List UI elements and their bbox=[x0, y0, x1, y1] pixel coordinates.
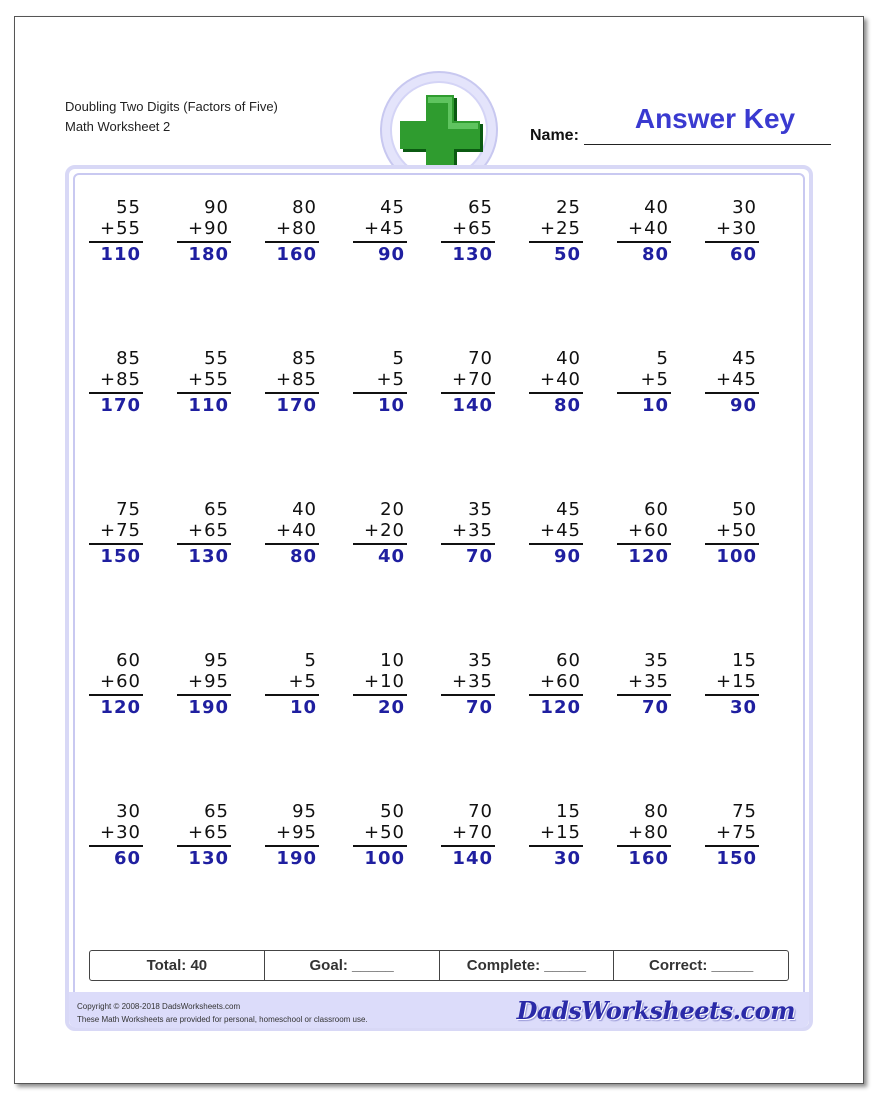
answer: 20 bbox=[377, 697, 405, 718]
answer: 70 bbox=[465, 546, 493, 567]
problem bbox=[609, 801, 669, 871]
footer bbox=[69, 992, 809, 1028]
addend-bottom: +35 bbox=[452, 671, 493, 692]
addend-top: 75 bbox=[732, 801, 757, 822]
addend-bottom: +60 bbox=[100, 671, 141, 692]
problem bbox=[81, 348, 141, 418]
addend-bottom: +10 bbox=[364, 671, 405, 692]
addend-top: 20 bbox=[380, 499, 405, 520]
score-goal: Goal: _____ bbox=[265, 951, 440, 980]
addend-top: 15 bbox=[556, 801, 581, 822]
problem bbox=[345, 499, 405, 569]
answer: 150 bbox=[716, 848, 757, 869]
problem bbox=[169, 348, 229, 418]
answer: 110 bbox=[188, 395, 229, 416]
addend-bottom: +30 bbox=[100, 822, 141, 843]
addend-bottom: +15 bbox=[716, 671, 757, 692]
addend-top: 40 bbox=[556, 348, 581, 369]
addend-bottom: +95 bbox=[276, 822, 317, 843]
name-label: Name: bbox=[530, 127, 579, 144]
title-block bbox=[65, 97, 278, 137]
addend-bottom: +70 bbox=[452, 369, 493, 390]
problem bbox=[433, 499, 493, 569]
problem bbox=[169, 801, 229, 871]
answer: 70 bbox=[641, 697, 669, 718]
answer: 80 bbox=[553, 395, 581, 416]
addend-top: 35 bbox=[468, 650, 493, 671]
problem bbox=[81, 650, 141, 720]
problem bbox=[345, 801, 405, 871]
addend-bottom: +55 bbox=[100, 218, 141, 239]
problem bbox=[345, 197, 405, 267]
addend-top: 40 bbox=[292, 499, 317, 520]
addend-bottom: +65 bbox=[188, 822, 229, 843]
problem bbox=[521, 348, 581, 418]
answer: 90 bbox=[377, 244, 405, 265]
addend-top: 50 bbox=[732, 499, 757, 520]
answer: 10 bbox=[377, 395, 405, 416]
addend-bottom: +65 bbox=[188, 520, 229, 541]
answer: 80 bbox=[289, 546, 317, 567]
problem bbox=[257, 348, 317, 418]
problem bbox=[81, 197, 141, 267]
addend-top: 60 bbox=[116, 650, 141, 671]
problem bbox=[169, 197, 229, 267]
addend-bottom: +20 bbox=[364, 520, 405, 541]
addend-top: 65 bbox=[204, 801, 229, 822]
addend-top: 45 bbox=[556, 499, 581, 520]
answer: 130 bbox=[188, 848, 229, 869]
addend-top: 85 bbox=[116, 348, 141, 369]
addend-bottom: +45 bbox=[364, 218, 405, 239]
addend-bottom: +50 bbox=[364, 822, 405, 843]
problem bbox=[521, 197, 581, 267]
answer: 160 bbox=[276, 244, 317, 265]
addend-top: 25 bbox=[556, 197, 581, 218]
answer: 170 bbox=[100, 395, 141, 416]
addend-bottom: +35 bbox=[452, 520, 493, 541]
worksheet-title: Doubling Two Digits (Factors of Five) bbox=[65, 99, 278, 114]
addend-bottom: +5 bbox=[640, 369, 669, 390]
problem bbox=[609, 499, 669, 569]
problem bbox=[257, 801, 317, 871]
addend-bottom: +90 bbox=[188, 218, 229, 239]
problem bbox=[433, 650, 493, 720]
addend-bottom: +75 bbox=[100, 520, 141, 541]
answer: 100 bbox=[364, 848, 405, 869]
answer: 180 bbox=[188, 244, 229, 265]
problem bbox=[521, 650, 581, 720]
addend-top: 65 bbox=[468, 197, 493, 218]
addend-top: 5 bbox=[656, 348, 669, 369]
addend-bottom: +80 bbox=[276, 218, 317, 239]
addend-top: 80 bbox=[644, 801, 669, 822]
addend-top: 70 bbox=[468, 801, 493, 822]
addend-bottom: +35 bbox=[628, 671, 669, 692]
addend-bottom: +85 bbox=[276, 369, 317, 390]
problem bbox=[697, 499, 757, 569]
answer: 10 bbox=[289, 697, 317, 718]
addend-bottom: +60 bbox=[540, 671, 581, 692]
answer: 190 bbox=[276, 848, 317, 869]
addend-bottom: +40 bbox=[540, 369, 581, 390]
usage-notice: These Math Worksheets are provided for personal, homeschool or classroom use. bbox=[77, 1015, 368, 1024]
answer: 100 bbox=[716, 546, 757, 567]
addend-top: 95 bbox=[204, 650, 229, 671]
answer: 60 bbox=[729, 244, 757, 265]
addend-top: 40 bbox=[644, 197, 669, 218]
worksheet-subtitle: Math Worksheet 2 bbox=[65, 119, 171, 134]
answer: 90 bbox=[729, 395, 757, 416]
answer: 30 bbox=[729, 697, 757, 718]
problem bbox=[81, 499, 141, 569]
answer: 90 bbox=[553, 546, 581, 567]
addend-bottom: +80 bbox=[628, 822, 669, 843]
addend-bottom: +5 bbox=[376, 369, 405, 390]
problem bbox=[169, 499, 229, 569]
problem bbox=[609, 650, 669, 720]
answer: 140 bbox=[452, 395, 493, 416]
answer: 50 bbox=[553, 244, 581, 265]
addend-bottom: +25 bbox=[540, 218, 581, 239]
problem bbox=[257, 499, 317, 569]
problem bbox=[697, 801, 757, 871]
answer-key-label: Answer Key bbox=[634, 103, 796, 134]
addend-top: 30 bbox=[116, 801, 141, 822]
answer: 10 bbox=[641, 395, 669, 416]
problem bbox=[433, 197, 493, 267]
problem bbox=[697, 348, 757, 418]
answer: 120 bbox=[628, 546, 669, 567]
answer: 80 bbox=[641, 244, 669, 265]
addend-top: 55 bbox=[116, 197, 141, 218]
addend-top: 5 bbox=[392, 348, 405, 369]
addend-bottom: +65 bbox=[452, 218, 493, 239]
addend-top: 85 bbox=[292, 348, 317, 369]
answer: 120 bbox=[540, 697, 581, 718]
addend-top: 70 bbox=[468, 348, 493, 369]
addend-bottom: +85 bbox=[100, 369, 141, 390]
problem bbox=[169, 650, 229, 720]
addend-bottom: +50 bbox=[716, 520, 757, 541]
answer: 130 bbox=[452, 244, 493, 265]
answer: 120 bbox=[100, 697, 141, 718]
addend-top: 65 bbox=[204, 499, 229, 520]
problem bbox=[697, 197, 757, 267]
addend-top: 50 bbox=[380, 801, 405, 822]
addend-bottom: +60 bbox=[628, 520, 669, 541]
addend-bottom: +40 bbox=[276, 520, 317, 541]
answer: 150 bbox=[100, 546, 141, 567]
problem bbox=[257, 650, 317, 720]
answer: 190 bbox=[188, 697, 229, 718]
addend-top: 45 bbox=[380, 197, 405, 218]
addend-top: 5 bbox=[304, 650, 317, 671]
problem bbox=[697, 650, 757, 720]
answer: 110 bbox=[100, 244, 141, 265]
answer: 170 bbox=[276, 395, 317, 416]
name-line[interactable] bbox=[584, 144, 831, 145]
addend-top: 10 bbox=[380, 650, 405, 671]
score-bar bbox=[89, 950, 789, 981]
addend-top: 35 bbox=[644, 650, 669, 671]
addend-bottom: +55 bbox=[188, 369, 229, 390]
problem bbox=[433, 801, 493, 871]
addend-top: 75 bbox=[116, 499, 141, 520]
answer: 70 bbox=[465, 697, 493, 718]
addend-bottom: +75 bbox=[716, 822, 757, 843]
addend-bottom: +70 bbox=[452, 822, 493, 843]
problem bbox=[257, 197, 317, 267]
problem bbox=[345, 348, 405, 418]
answer: 140 bbox=[452, 848, 493, 869]
answer: 60 bbox=[113, 848, 141, 869]
score-correct: Correct: _____ bbox=[649, 957, 754, 974]
score-complete: Complete: _____ bbox=[440, 951, 615, 980]
addend-bottom: +95 bbox=[188, 671, 229, 692]
addend-top: 15 bbox=[732, 650, 757, 671]
addend-bottom: +15 bbox=[540, 822, 581, 843]
problem bbox=[521, 499, 581, 569]
answer: 160 bbox=[628, 848, 669, 869]
addend-bottom: +45 bbox=[540, 520, 581, 541]
answer: 40 bbox=[377, 546, 405, 567]
score-total: Total: 40 bbox=[90, 951, 265, 980]
addend-top: 60 bbox=[556, 650, 581, 671]
addend-bottom: +5 bbox=[288, 671, 317, 692]
name-block bbox=[530, 103, 835, 147]
addend-top: 90 bbox=[204, 197, 229, 218]
addend-bottom: +30 bbox=[716, 218, 757, 239]
problem bbox=[609, 348, 669, 418]
copyright-text bbox=[77, 1000, 368, 1026]
addend-top: 95 bbox=[292, 801, 317, 822]
addend-top: 80 bbox=[292, 197, 317, 218]
addend-top: 35 bbox=[468, 499, 493, 520]
addend-bottom: +45 bbox=[716, 369, 757, 390]
addend-bottom: +40 bbox=[628, 218, 669, 239]
worksheet-page bbox=[14, 16, 864, 1084]
addend-top: 30 bbox=[732, 197, 757, 218]
brand-logo[interactable]: DadsWorksheets.com bbox=[516, 996, 795, 1025]
addend-top: 60 bbox=[644, 499, 669, 520]
problem bbox=[521, 801, 581, 871]
problem bbox=[81, 801, 141, 871]
addend-top: 55 bbox=[204, 348, 229, 369]
problem bbox=[609, 197, 669, 267]
answer: 130 bbox=[188, 546, 229, 567]
addend-top: 45 bbox=[732, 348, 757, 369]
problem bbox=[433, 348, 493, 418]
problem bbox=[345, 650, 405, 720]
problems-grid bbox=[81, 197, 801, 897]
answer: 30 bbox=[553, 848, 581, 869]
copyright-line: Copyright © 2008-2018 DadsWorksheets.com bbox=[77, 1002, 241, 1011]
